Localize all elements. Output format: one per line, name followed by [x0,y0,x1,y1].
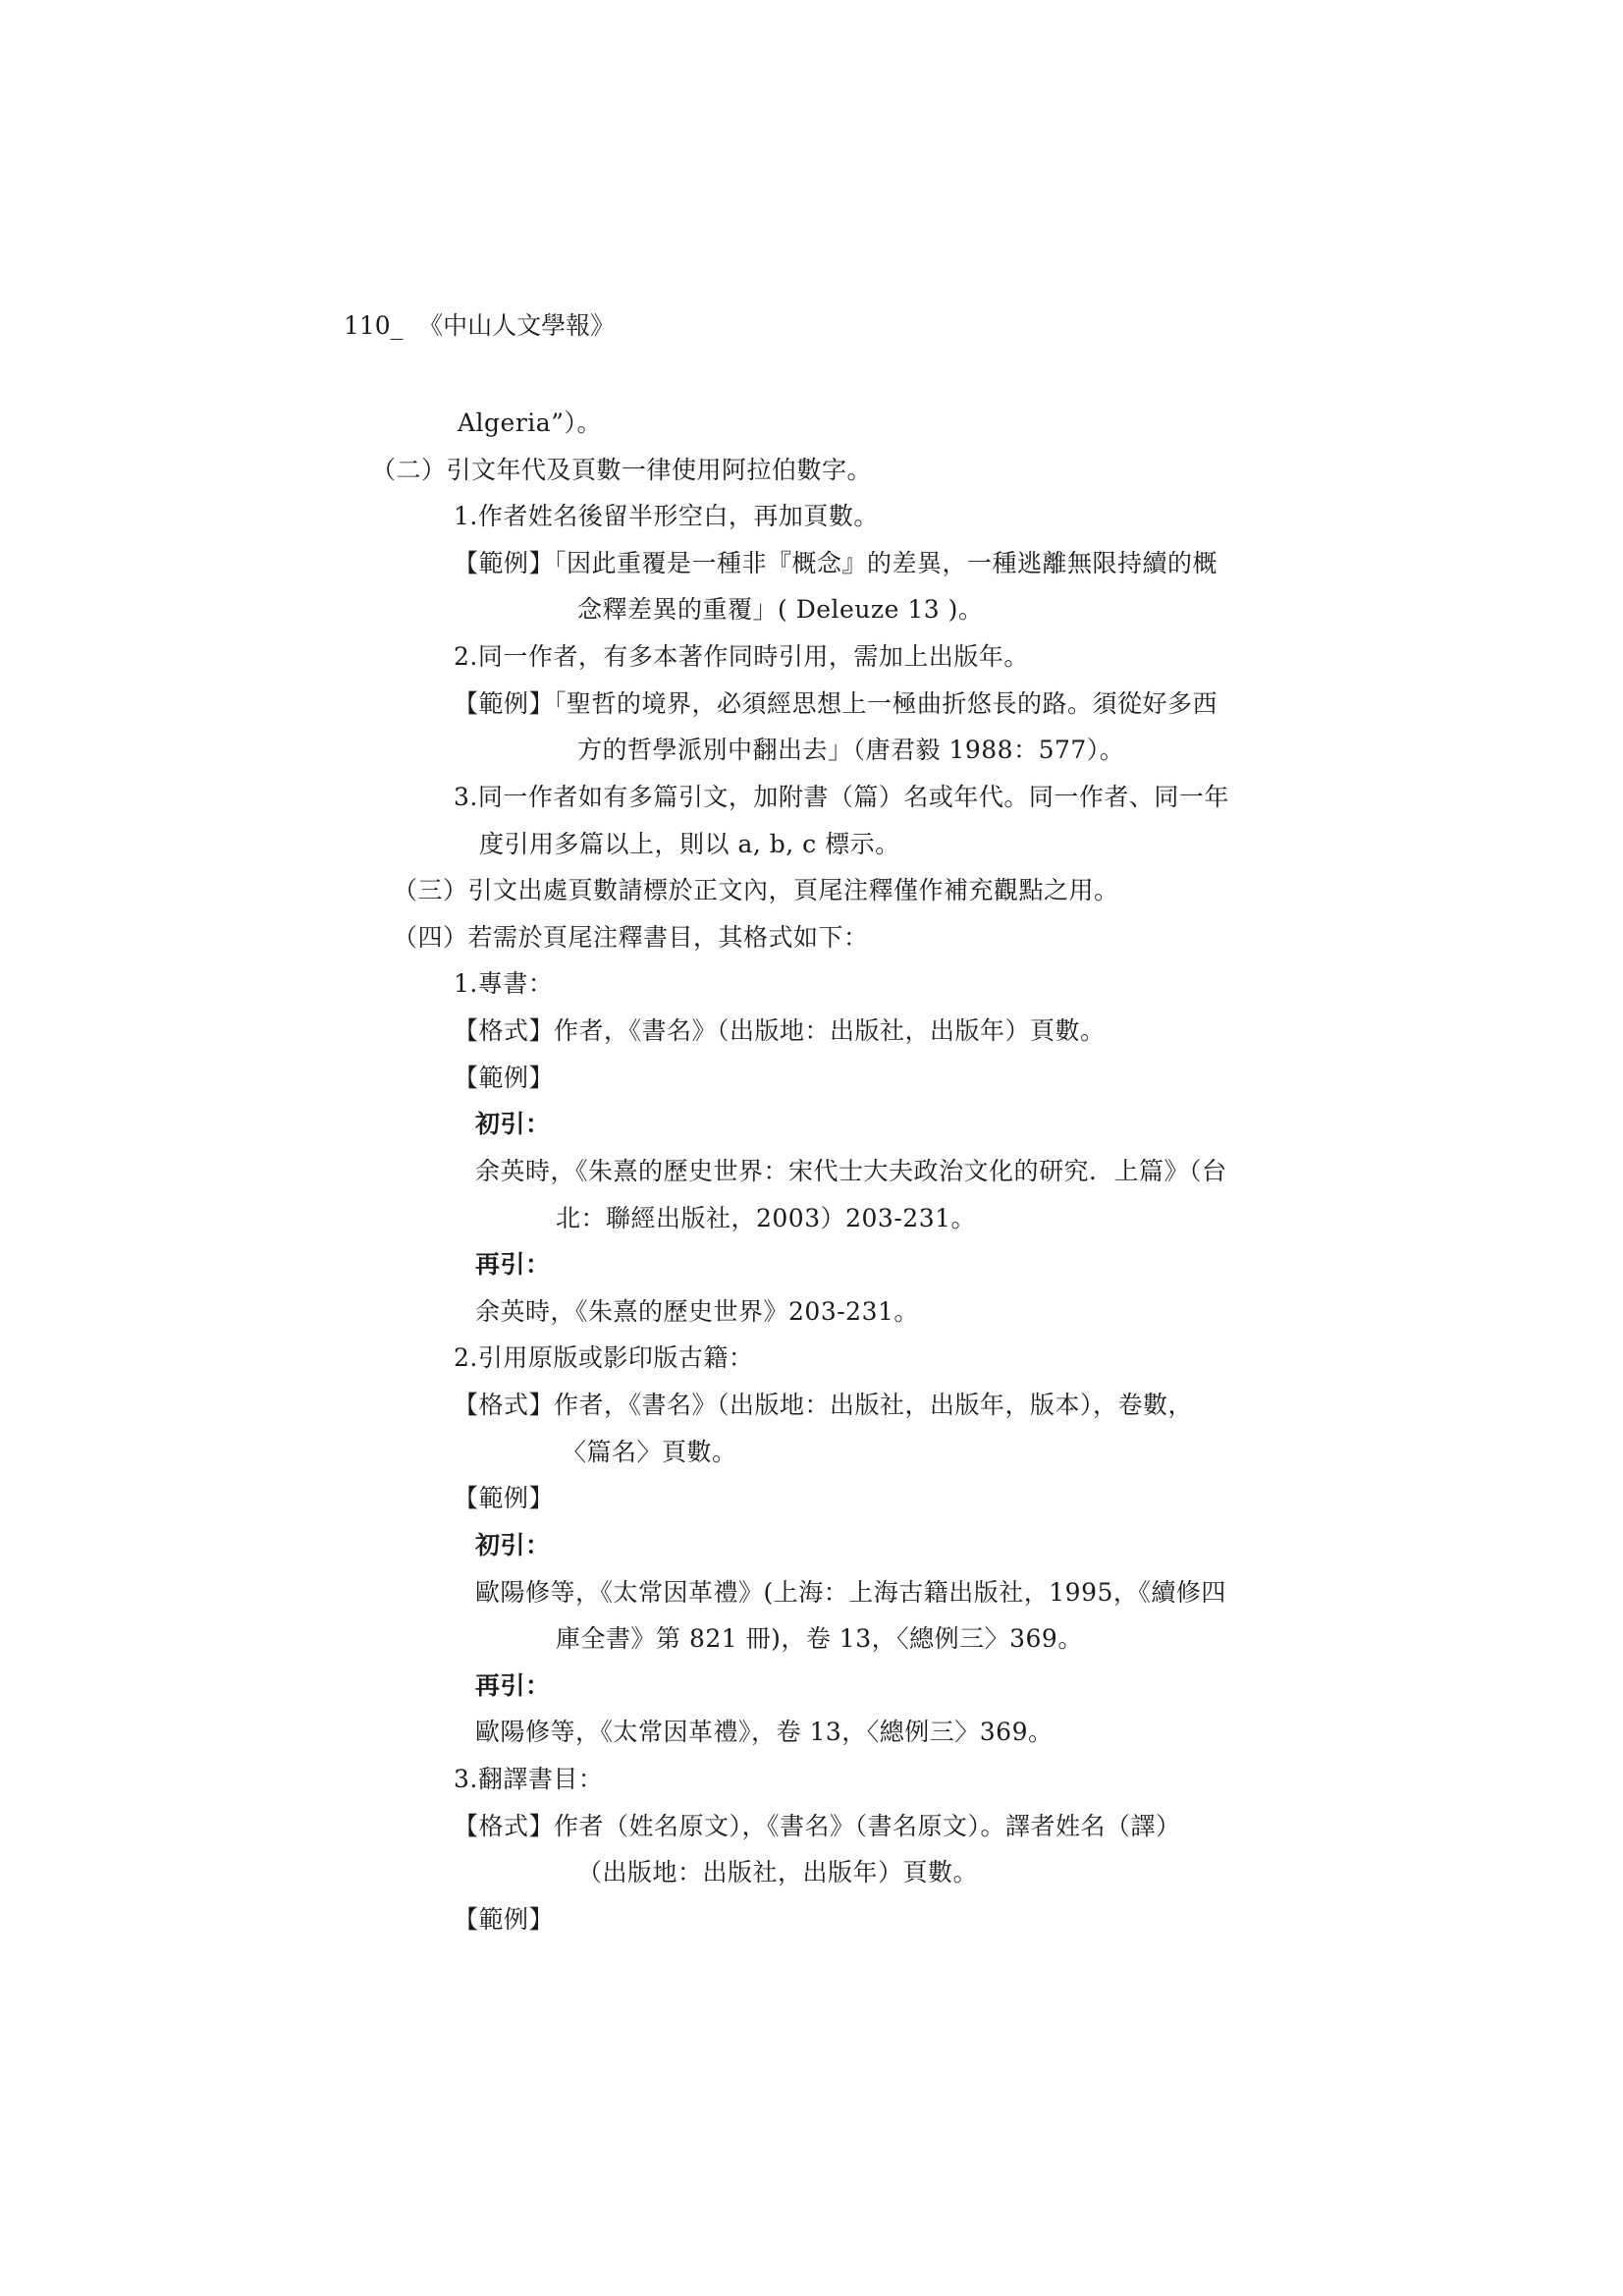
example-line-continued: 方的哲學派別中翻出去」（唐君毅 1988：577）。 [577,736,1125,764]
citation-example: 余英時，《朱熹的歷史世界》203-231。 [475,1297,919,1326]
header-separator: _ [390,311,419,340]
citation-example: 歐陽修等，《太常因革禮》(上海：上海古籍出版社，1995，《續修四 [475,1578,1226,1607]
first-citation-label: 初引： [475,1531,551,1559]
section-heading: （三）引文出處頁數請標於正文內，頁尾注釋僅作補充觀點之用。 [393,876,1119,904]
rule-item: 2.同一作者，有多本著作同時引用，需加上出版年。 [454,642,1029,671]
example-label: 【範例】 [454,1905,555,1934]
rule-item: 2.引用原版或影印版古籍： [454,1343,754,1372]
rule-item-continued: 度引用多篇以上，則以 a, b, c 標示。 [479,830,900,858]
format-line-continued: 〈篇名〉頁數。 [562,1438,737,1466]
rule-item: 3.翻譯書目： [454,1765,604,1793]
citation-example-continued: 庫全書》第 821 冊)，卷 13，〈總例三〉369。 [556,1624,1083,1653]
example-label: 【範例】 [454,1484,555,1512]
rule-item: 3.同一作者如有多篇引文，加附書（篇）名或年代。同一作者、同一年 [454,783,1229,811]
example-label: 【範例】 [454,1064,555,1092]
example-line: 【範例】「因此重覆是一種非『概念』的差異，一種逃離無限持續的概 [454,549,1218,577]
page-header [344,306,615,346]
format-line: 【格式】作者，《書名》（出版地：出版社，出版年）頁數。 [454,1016,1106,1045]
rule-item: 1.作者姓名後留半形空白，再加頁數。 [454,502,879,530]
first-citation-label: 初引： [475,1110,551,1138]
example-line: 【範例】「聖哲的境界，必須經思想上一極曲折悠長的路。須從好多西 [454,689,1218,718]
second-citation-label: 再引： [475,1671,551,1700]
text-line: Algeria”）。 [458,409,602,437]
example-line-continued: 念釋差異的重覆」( Deleuze 13 )。 [577,595,984,624]
rule-item: 1.專書： [454,969,554,998]
section-heading: （四）若需於頁尾注釋書目，其格式如下： [393,923,869,952]
format-line: 【格式】作者（姓名原文），《書名》（書名原文）。譯者姓名（譯） [454,1812,1181,1840]
citation-example-continued: 北：聯經出版社，2003）203-231。 [556,1204,977,1232]
section-heading: （二）引文年代及頁數一律使用阿拉伯數字。 [371,456,873,484]
format-line-continued: （出版地：出版社，出版年）頁數。 [577,1858,979,1886]
second-citation-label: 再引： [475,1250,551,1279]
citation-example: 歐陽修等，《太常因革禮》，卷 13，〈總例三〉369。 [475,1718,1054,1746]
format-line: 【格式】作者，《書名》（出版地：出版社，出版年，版本），卷數， [454,1391,1194,1419]
page-number: 110 [344,311,391,340]
journal-title: 《中山人文學報》 [418,311,616,340]
citation-example: 余英時，《朱熹的歷史世界：宋代士大夫政治文化的研究．上篇》（台 [475,1157,1227,1185]
